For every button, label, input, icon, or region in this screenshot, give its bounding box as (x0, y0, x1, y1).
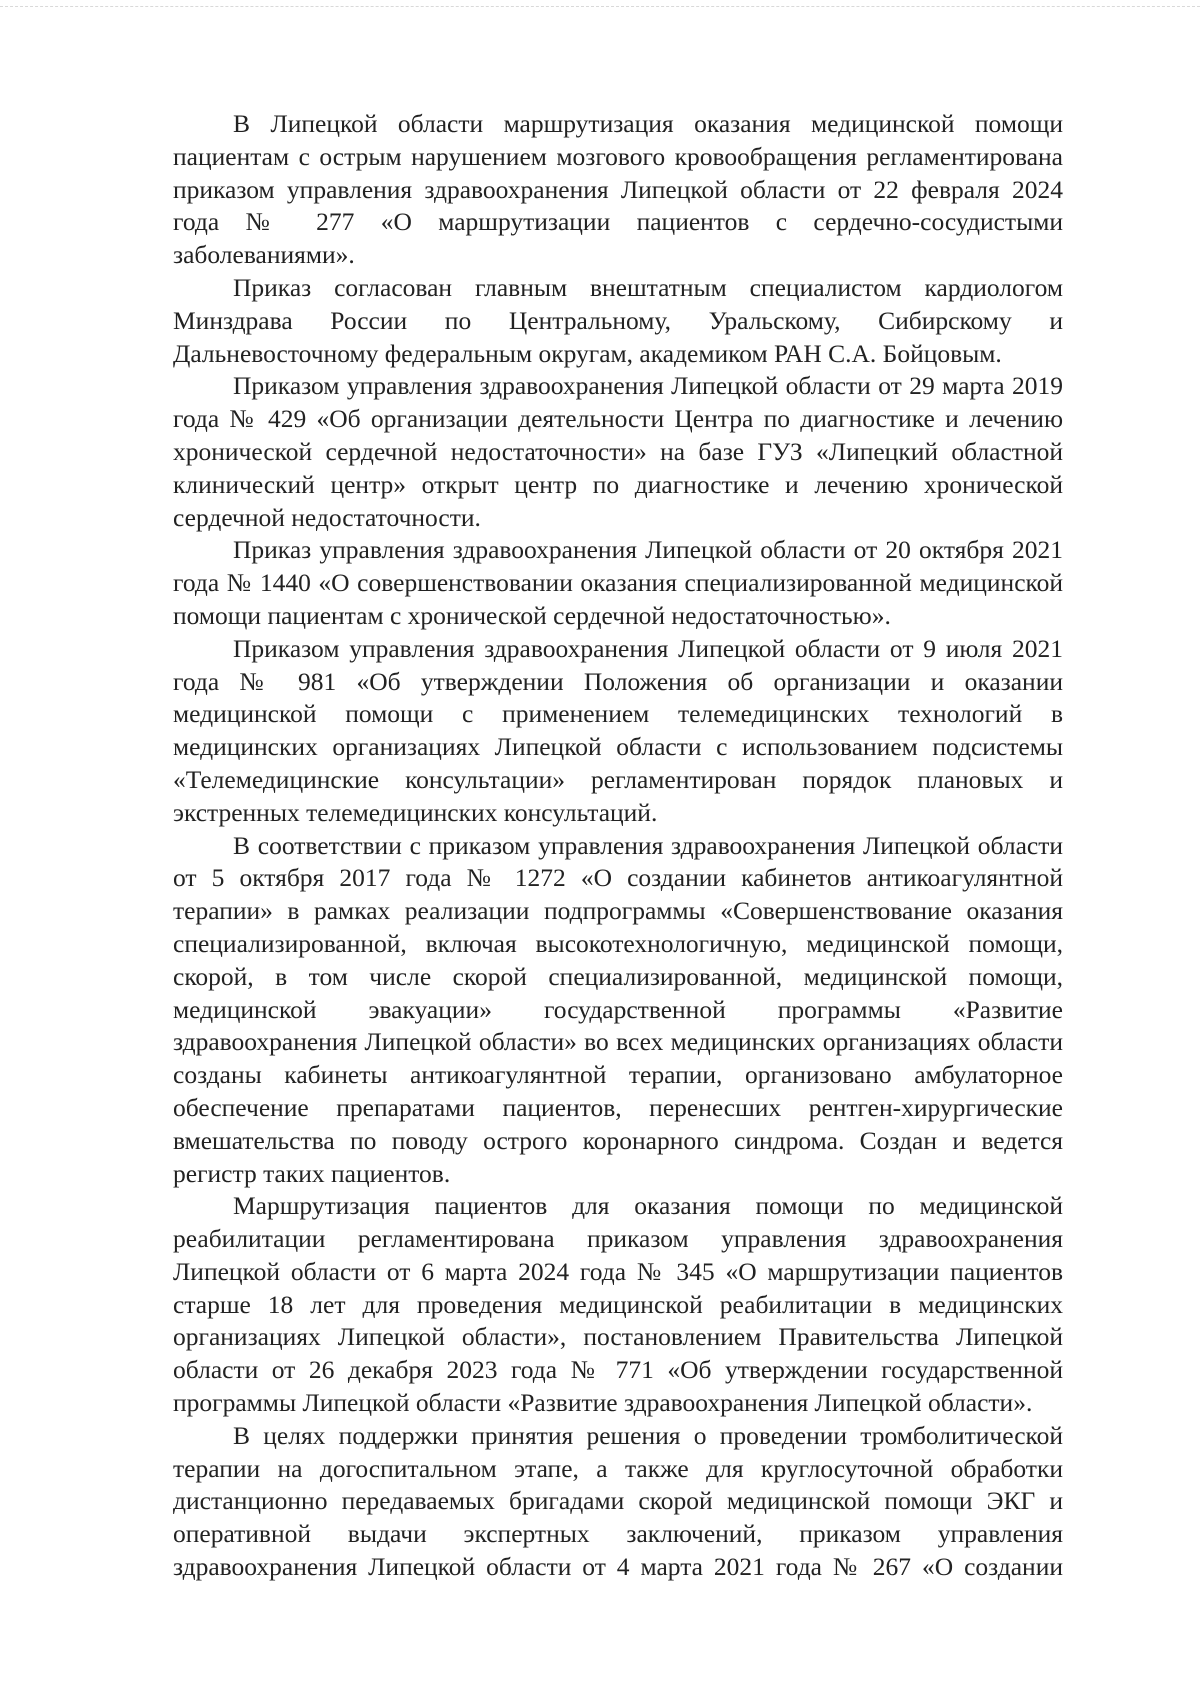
paragraph-telemedicine: Приказом управления здравоохранения Липецкой области от 9 июля 2021 года № 981 «Об утверждении Положения об организации и оказании медицинской помощи с применением телемедицинских технологий в медицинских организациях Липецкой области с использованием подсистемы «Телемедицинские консультации» регламентирован порядок плановых и экстренных телемедицинских консультаций. (173, 633, 1063, 827)
paragraph-heart-failure-center: Приказом управления здравоохранения Липецкой области от 29 марта 2019 года № 429 «Об организации деятельности Центра по диагностике и лечению хронической сердечной недостаточности» на базе ГУЗ «Липецкий областной клинический центр» открыт центр по диагностике и лечению хронической сердечной недостаточности. (173, 371, 1063, 532)
paragraph-anticoagulant-offices: В соответствии с приказом управления здравоохранения Липецкой области от 5 октября 2017 года № 1272 «О создании кабинетов антикоагулянтной терапии» в рамках реализации подпрограммы «Совершенствование оказания специализированной, включая высокотехнологичную, медицинской помощи, скорой, в том числе скорой специализированной, медицинской помощи, медицинской эвакуации» государственной программы «Развитие здравоохранения Липецкой области» во всех медицинских организациях области созданы кабинеты антикоагулянтной терапии, организовано амбулаторное обеспечение препаратами пациентов, перенесших рентген-хирургические вмешательства по поводу острого коронарного синдрома. Создан и ведется регистр таких пациентов. (173, 830, 1063, 1188)
paragraph-order-approval: Приказ согласован главным внештатным специалистом кардиологом Минздрава России по Центральному, Уральскому, Сибирскому и Дальневосточному федеральным округам, академиком РАН С.А. Бойцовым. (173, 272, 1063, 368)
paragraph-rehabilitation-routing: Маршрутизация пациентов для оказания помощи по медицинской реабилитации регламентирована приказом управления здравоохранения Липецкой области от 6 марта 2024 года № 345 «О маршрутизации пациентов старше 18 лет для проведения медицинской реабилитации в медицинских организациях Липецкой области», постановлением Правительства Липецкой области от 26 декабря 2023 года № 771 «Об утверждении государственной программы Липецкой области «Развитие здравоохранения Липецкой области». (173, 1191, 1063, 1418)
paragraph-heart-failure-order: Приказ управления здравоохранения Липецкой области от 20 октября 2021 года № 1440 «О совершенствовании оказания специализированной медицинской помощи пациентам с хронической сердечной недостаточностью». (173, 535, 1063, 630)
document-body (173, 108, 1063, 1584)
paragraph-thrombolytic-therapy: В целях поддержки принятия решения о проведении тромболитической терапии на догоспитальном этапе, а также для круглосуточной обработки дистанционно передаваемых бригадами скорой медицинской помощи ЭКГ и оперативной выдачи экспертных заключений, приказом управления здравоохранения Липецкой области от 4 марта 2021 года № 267 «О создании (173, 1420, 1063, 1582)
paragraph-stroke-routing: В Липецкой области маршрутизация оказания медицинской помощи пациентам с острым нарушением мозгового кровообращения регламентирована приказом управления здравоохранения Липецкой области от 22 февраля 2024 года № 277 «О маршрутизации пациентов с сердечно-сосудистыми заболеваниями». (173, 109, 1063, 270)
scan-top-edge (0, 6, 1200, 7)
